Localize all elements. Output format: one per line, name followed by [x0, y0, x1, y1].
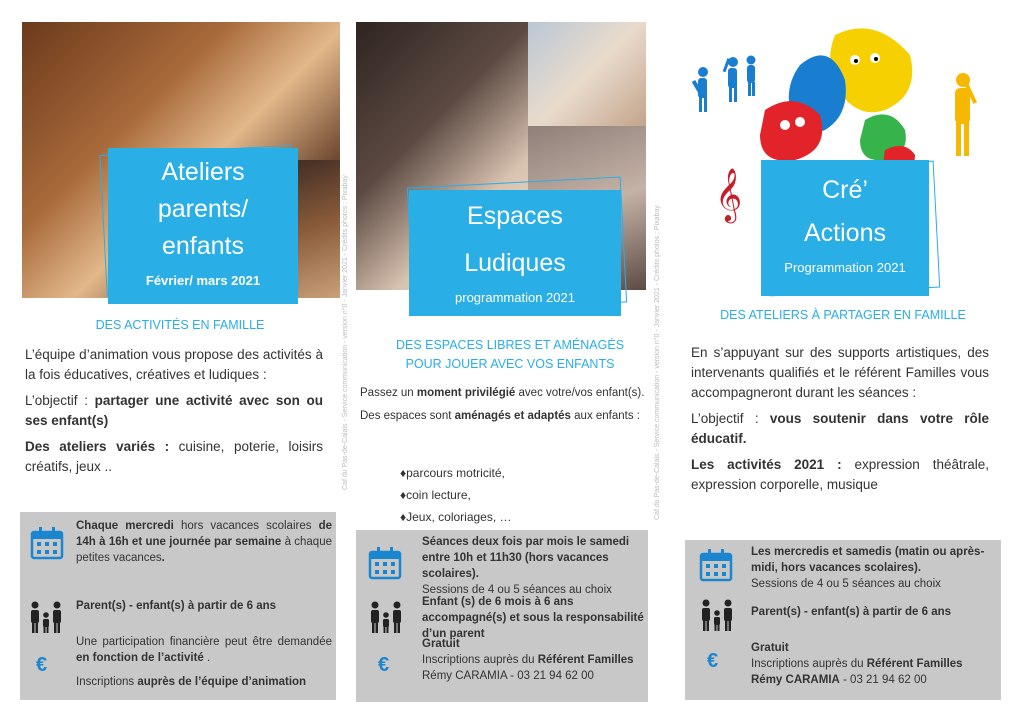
registration-label: Inscriptions — [76, 676, 138, 688]
family-icon — [699, 598, 735, 637]
description — [25, 345, 323, 483]
subhead-line: DES ESPACES LIBRES ET AMÉNAGÉS — [395, 338, 625, 352]
registration-label: Inscriptions auprès du — [751, 658, 867, 670]
svg-text:𝄞: 𝄞 — [715, 167, 743, 221]
blocks-photo — [528, 22, 646, 126]
schedule-label: Les mercredis et samedis (matin ou après-midi, hors vacances scolaires). — [751, 546, 985, 574]
age-label: Enfant (s) de 6 mois à 6 ans accompagné(s) et sous la responsabilité d’un parent — [422, 596, 644, 640]
list-item-text: Jeux, coloriages, … — [406, 510, 512, 524]
title-line: Ludiques — [464, 249, 566, 277]
price-text-part: Une participation financière peut être demandée — [76, 636, 332, 648]
activities-label: Les activités 2021 : — [691, 457, 855, 472]
age-text — [76, 598, 332, 614]
title-line: parents/ — [157, 195, 249, 223]
price-text — [751, 640, 999, 688]
section-subhead: DES ACTIVITÉS EN FAMILLE — [95, 318, 265, 332]
registration-text — [76, 674, 332, 690]
registration-contact: Référent Familles — [866, 658, 963, 670]
description — [691, 343, 989, 501]
intro-text: avec votre/vos enfant(s). — [515, 387, 645, 399]
column-espaces — [356, 0, 661, 724]
title-box — [761, 160, 929, 296]
list-item: ♦Jeux, coloriages, … — [400, 510, 512, 524]
list-item-text: coin lecture, — [406, 488, 471, 502]
ateliers-text: cuisine, poterie, loisirs créatifs, jeux .. — [25, 439, 323, 474]
title-line: Cré’ — [822, 176, 868, 204]
objective-label: L’objectif : — [691, 411, 770, 426]
schedule-text — [751, 544, 995, 592]
euro-icon: € — [707, 650, 719, 672]
family-icon — [368, 600, 404, 639]
title-line: Espaces — [467, 202, 563, 230]
price-label: Gratuit — [751, 642, 789, 654]
price-text — [76, 634, 332, 666]
title-line: Ateliers — [161, 158, 245, 186]
price-condition: en fonction de l’activité — [76, 652, 204, 664]
schedule-day: Chaque mercredi — [76, 520, 174, 532]
subhead-line: POUR JOUER AVEC VOS ENFANTS — [405, 357, 615, 371]
objective-text: partager une activité avec son ou ses enfant(s) — [25, 393, 324, 428]
section-subhead — [366, 336, 654, 374]
intro-highlight: moment privilégié — [416, 387, 516, 399]
title-line: Actions — [804, 219, 886, 247]
schedule-text-part: hors vacances scolaires — [173, 520, 319, 532]
intro-text: Passez un — [360, 387, 417, 399]
intro-text: En s’appuyant sur des supports artistiques, des intervenants qualifiés et le référent Familles vous accompagneront durant les séances : — [691, 345, 989, 400]
list-item: ♦coin lecture, — [400, 488, 471, 502]
schedule-text-part: . — [161, 552, 165, 564]
description — [360, 385, 654, 431]
session-text: Sessions de 4 ou 5 séances au choix — [751, 578, 941, 590]
calendar-icon — [30, 526, 64, 565]
spaces-text: aux enfants : — [570, 410, 640, 422]
photo-credit: Caf du Pas-de-Calais - Service communication - version n°0 - Janvier 2021 - Crédits photos : Pixabay — [342, 175, 349, 490]
price-label: Gratuit — [422, 638, 460, 650]
section-subhead: DES ATELIERS À PARTAGER EN FAMILLE — [720, 308, 966, 322]
info-box — [685, 540, 1001, 700]
date-label: Février/ mars 2021 — [145, 273, 261, 288]
program-label: Programmation 2021 — [784, 260, 906, 275]
schedule-label: Séances deux fois par mois le samedi entre 10h et 11h30 (hors vacances scolaires). — [422, 536, 630, 580]
spaces-text: Des espaces sont — [360, 410, 455, 422]
euro-icon: € — [378, 654, 390, 676]
ateliers-label: Des ateliers variés : — [25, 439, 179, 454]
schedule-text — [422, 534, 644, 598]
spaces-highlight: aménagés et adaptés — [454, 410, 571, 422]
objective-label: L’objectif : — [25, 393, 95, 408]
info-box — [20, 512, 336, 700]
program-label: programmation 2021 — [455, 290, 575, 305]
euro-icon: € — [36, 654, 48, 676]
price-text-part: . — [203, 652, 211, 664]
schedule-hours: de 14h à 16h et une journée par semaine — [76, 520, 332, 548]
title-box — [108, 148, 298, 304]
calendar-icon — [699, 548, 733, 587]
list-item: ♦parcours motricité, — [400, 466, 505, 480]
column-ateliers — [20, 0, 349, 724]
activities-text: expression théâtrale, expression corporelle, musique — [691, 457, 990, 492]
intro-text: L’équipe d’animation vous propose des activités à la fois éducatives, créatives et ludiques : — [25, 347, 323, 382]
age-label: Parent(s) - enfant(s) à partir de 6 ans — [76, 600, 277, 612]
family-icon — [28, 600, 64, 639]
contact-name: Rémy CARAMIA — [751, 674, 840, 686]
contact-phone: Rémy CARAMIA - 03 21 94 62 00 — [422, 670, 594, 682]
contact-phone: - 03 21 94 62 00 — [839, 674, 927, 686]
title-line: enfants — [161, 232, 244, 260]
objective-text: vous soutenir dans votre rôle éducatif. — [691, 411, 989, 446]
age-label: Parent(s) - enfant(s) à partir de 6 ans — [751, 606, 952, 618]
age-text — [751, 604, 995, 620]
registration-contact: Référent Familles — [537, 654, 634, 666]
schedule-text — [76, 518, 332, 566]
age-text — [422, 594, 644, 642]
price-text — [422, 636, 644, 684]
title-box — [409, 190, 621, 316]
calendar-icon — [368, 546, 402, 585]
registration-contact: auprès de l’équipe d’animation — [137, 676, 307, 688]
session-text: Sessions de 4 ou 5 séances au choix — [422, 584, 612, 596]
schedule-text-part: à chaque petites vacances — [76, 536, 332, 564]
registration-label: Inscriptions auprès du — [422, 654, 538, 666]
photo-credit: Caf du Pas-de-Calais - Service communication - version n°0 - Janvier 2021 - Crédits photos : Pixabay — [654, 205, 661, 520]
info-box — [356, 530, 648, 702]
list-item-text: parcours motricité, — [406, 466, 505, 480]
column-creactions — [685, 0, 1005, 724]
